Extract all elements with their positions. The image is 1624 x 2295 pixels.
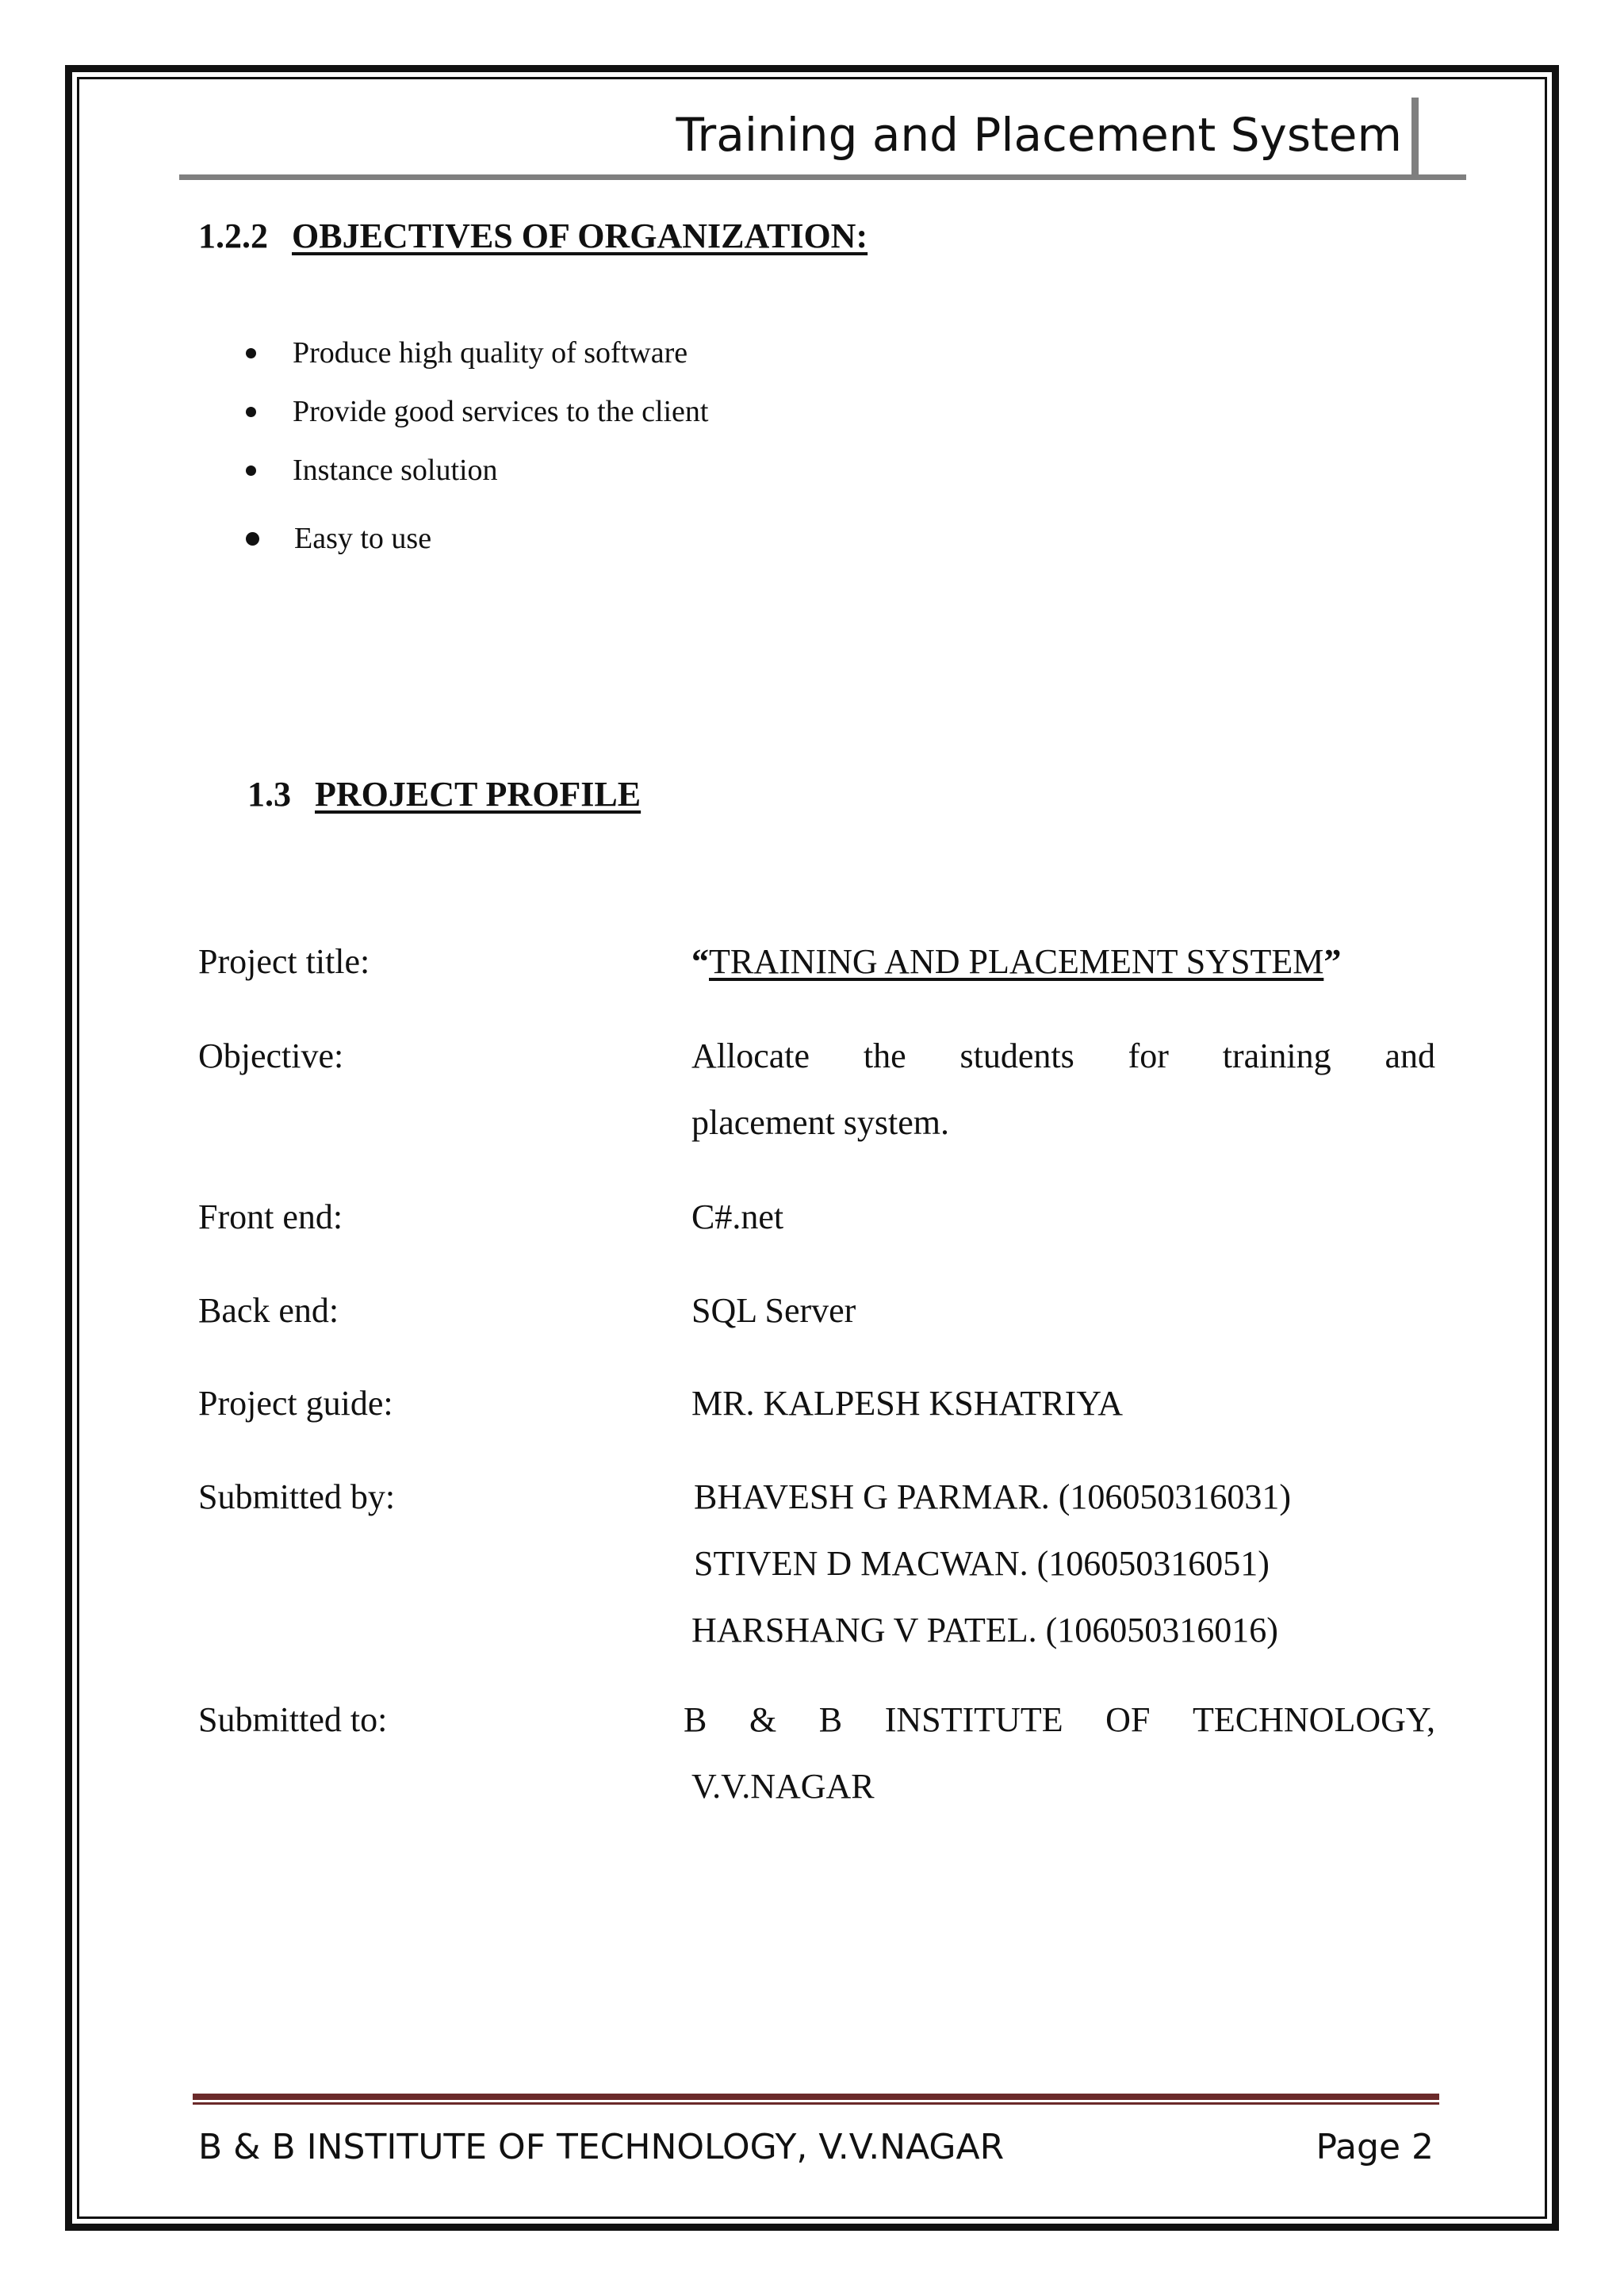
student-entry: STIVEN D MACWAN. (106050316051) — [694, 1544, 1270, 1583]
project-guide-value: MR. KALPESH KSHATRIYA — [691, 1384, 1123, 1423]
close-quote: ” — [1323, 942, 1342, 981]
word: for — [1128, 1036, 1169, 1075]
word: the — [863, 1036, 906, 1075]
footer-institute: B & B INSTITUTE OF TECHNOLOGY, V.V.NAGAR — [198, 2127, 1005, 2167]
submitted-by-values — [691, 1464, 1435, 1664]
word: INSTITUTE — [884, 1700, 1063, 1739]
project-title-value — [691, 929, 1435, 995]
front-end-value: C#.net — [691, 1197, 784, 1236]
word: students — [959, 1036, 1074, 1075]
word: & — [749, 1700, 777, 1739]
word: training — [1222, 1036, 1331, 1075]
submitted-to-label: Submitted to: — [198, 1700, 388, 1739]
objective-line-1 — [691, 1023, 1435, 1090]
bullet-icon — [246, 532, 259, 546]
header-vertical-rule — [1411, 98, 1419, 179]
word: Allocate — [691, 1036, 810, 1075]
list-item-text: Produce high quality of software — [293, 336, 688, 370]
back-end-value: SQL Server — [691, 1291, 856, 1330]
list-item-text: Instance solution — [293, 454, 498, 487]
objectives-heading — [198, 216, 868, 256]
header-rule — [179, 174, 1466, 180]
profile-section-number: 1.3 — [247, 775, 291, 814]
bullet-icon — [246, 407, 256, 417]
open-quote: “ — [691, 942, 709, 981]
list-item — [246, 382, 709, 441]
profile-section-title: PROJECT PROFILE — [315, 775, 642, 814]
back-end-label: Back end: — [198, 1291, 339, 1330]
project-profile-heading — [247, 774, 641, 814]
list-item — [246, 441, 709, 500]
objectives-section-number: 1.2.2 — [198, 216, 268, 255]
page-number: Page 2 — [1316, 2127, 1434, 2167]
objective-line-2: placement system. — [691, 1103, 950, 1142]
student-entry: BHAVESH G PARMAR. (106050316031) — [694, 1477, 1292, 1516]
submitted-to-line-1 — [684, 1687, 1435, 1753]
bullet-icon — [246, 466, 256, 476]
word: and — [1385, 1036, 1435, 1075]
bullet-icon — [246, 348, 256, 358]
word: B — [684, 1700, 707, 1739]
footer-rule-thin — [193, 2102, 1439, 2105]
objectives-list — [246, 324, 709, 568]
objective-value — [691, 1023, 1435, 1156]
submitted-to-line-2: V.V.NAGAR — [691, 1767, 875, 1806]
front-end-label: Front end: — [198, 1197, 343, 1236]
student-entry: HARSHANG V PATEL. (106050316016) — [691, 1611, 1278, 1649]
submitted-by-label: Submitted by: — [198, 1477, 396, 1516]
list-item-text: Provide good services to the client — [293, 395, 709, 428]
objective-label: Objective: — [198, 1036, 344, 1075]
project-title-text: TRAINING AND PLACEMENT SYSTEM — [709, 942, 1324, 981]
word: TECHNOLOGY, — [1193, 1700, 1435, 1739]
list-item — [246, 509, 709, 568]
project-title-label: Project title: — [198, 942, 370, 981]
word: B — [818, 1700, 843, 1739]
list-item-text: Easy to use — [294, 522, 432, 555]
submitted-to-value — [684, 1687, 1435, 1820]
running-header-title: Training and Placement System — [676, 108, 1402, 162]
word: OF — [1105, 1700, 1151, 1739]
footer-rule — [193, 2094, 1439, 2100]
list-item — [246, 324, 709, 382]
objectives-section-title: OBJECTIVES OF ORGANIZATION: — [292, 216, 868, 255]
project-guide-label: Project guide: — [198, 1384, 393, 1423]
